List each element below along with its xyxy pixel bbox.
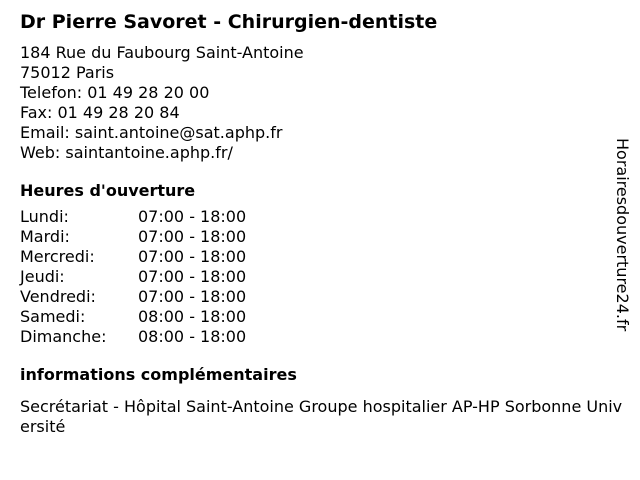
hours-row — [20, 267, 620, 287]
hours-row — [20, 227, 620, 247]
day-label: Dimanche: — [20, 327, 107, 346]
time-range: 07:00 - 18:00 — [138, 207, 247, 226]
time-range: 08:00 - 18:00 — [138, 327, 247, 346]
email-address: Email: saint.antoine@sat.aphp.fr — [20, 123, 283, 142]
time-range: 07:00 - 18:00 — [138, 227, 247, 246]
day-label: Samedi: — [20, 307, 86, 326]
hours-heading: Heures d'ouverture — [20, 181, 196, 200]
website: Web: saintantoine.aphp.fr/ — [20, 143, 233, 162]
day-label: Mercredi: — [20, 247, 95, 266]
time-range: 07:00 - 18:00 — [138, 247, 247, 266]
address-city: 75012 Paris — [20, 63, 115, 82]
day-label: Mardi: — [20, 227, 70, 246]
hours-table — [20, 207, 620, 347]
time-range: 07:00 - 18:00 — [138, 287, 247, 306]
info-heading: informations complémentaires — [20, 365, 297, 384]
time-range: 07:00 - 18:00 — [138, 267, 247, 286]
info-text: Secrétariat - Hôpital Saint-Antoine Groupe hospitalier AP-HP Sorbonne Université — [20, 397, 623, 436]
day-label: Vendredi: — [20, 287, 96, 306]
day-label: Lundi: — [20, 207, 69, 226]
address-street: 184 Rue du Faubourg Saint-Antoine — [20, 43, 304, 62]
time-range: 08:00 - 18:00 — [138, 307, 247, 326]
site-watermark: Horairesdouverture24.fr — [613, 138, 632, 332]
hours-row — [20, 207, 620, 227]
fax-number: Fax: 01 49 28 20 84 — [20, 103, 180, 122]
day-label: Jeudi: — [20, 267, 65, 286]
hours-row — [20, 307, 620, 327]
hours-row — [20, 247, 620, 267]
hours-row — [20, 327, 620, 347]
page-title: Dr Pierre Savoret - Chirurgien-dentiste — [20, 11, 438, 33]
hours-row — [20, 287, 620, 307]
phone-number: Telefon: 01 49 28 20 00 — [20, 83, 210, 102]
